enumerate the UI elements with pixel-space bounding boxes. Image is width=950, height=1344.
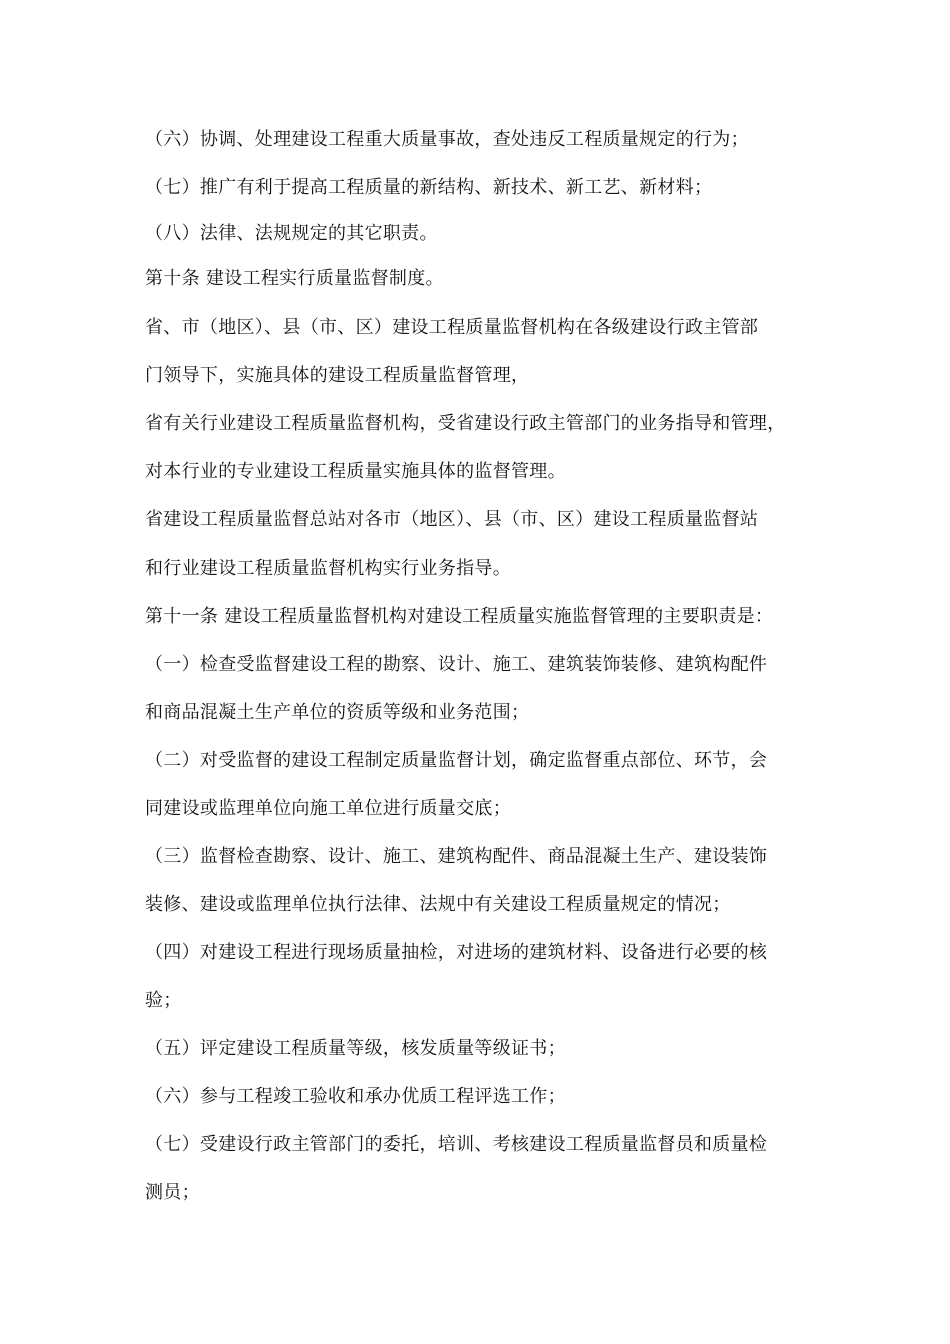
text-line: （八）法律、法规规定的其它职责。 [145, 223, 438, 244]
text-line: 同建设或监理单位向施工单位进行质量交底； [145, 798, 511, 819]
text-line: （六）协调、处理建设工程重大质量事故，查处违反工程质量规定的行为； [145, 129, 749, 150]
section-heading-article-11: 第十一条 建设工程质量监督机构对建设工程质量实施监督管理的主要职责是： [145, 606, 774, 627]
text-line: 门领导下，实施具体的建设工程质量监督管理， [145, 365, 530, 386]
text-line: （七）推广有利于提高工程质量的新结构、新技术、新工艺、新材料； [145, 177, 713, 198]
text-line: 装修、建设或监理单位执行法律、法规中有关建设工程质量规定的情况； [145, 894, 731, 915]
text-line: 省建设工程质量监督总站对各市（地区）、县（市、区）建设工程质量监督站 [145, 509, 759, 530]
text-line: （五）评定建设工程质量等级，核发质量等级证书； [145, 1038, 566, 1059]
text-line: （六）参与工程竣工验收和承办优质工程评选工作； [145, 1086, 566, 1107]
text-line: （二）对受监督的建设工程制定质量监督计划，确定监督重点部位、环节，会 [145, 750, 768, 771]
text-line: 和商品混凝土生产单位的资质等级和业务范围； [145, 702, 530, 723]
text-line: （四）对建设工程进行现场质量抽检，对进场的建筑材料、设备进行必要的核 [145, 942, 768, 963]
text-line: （一）检查受监督建设工程的勘察、设计、施工、建筑装饰装修、建筑构配件 [145, 654, 768, 675]
text-line: 测员； [145, 1182, 200, 1203]
text-line: （七）受建设行政主管部门的委托，培训、考核建设工程质量监督员和质量检 [145, 1134, 768, 1155]
text-line: 对本行业的专业建设工程质量实施具体的监督管理。 [145, 461, 566, 482]
text-line: 省有关行业建设工程质量监督机构，受省建设行政主管部门的业务指导和管理， [145, 413, 786, 434]
text-line: 省、市（地区）、县（市、区）建设工程质量监督机构在各级建设行政主管部 [145, 317, 759, 338]
section-heading-article-10: 第十条 建设工程实行质量监督制度。 [145, 268, 444, 289]
text-line: （三）监督检查勘察、设计、施工、建筑构配件、商品混凝土生产、建设装饰 [145, 846, 768, 867]
text-line: 和行业建设工程质量监督机构实行业务指导。 [145, 558, 511, 579]
text-line: 验； [145, 990, 182, 1011]
